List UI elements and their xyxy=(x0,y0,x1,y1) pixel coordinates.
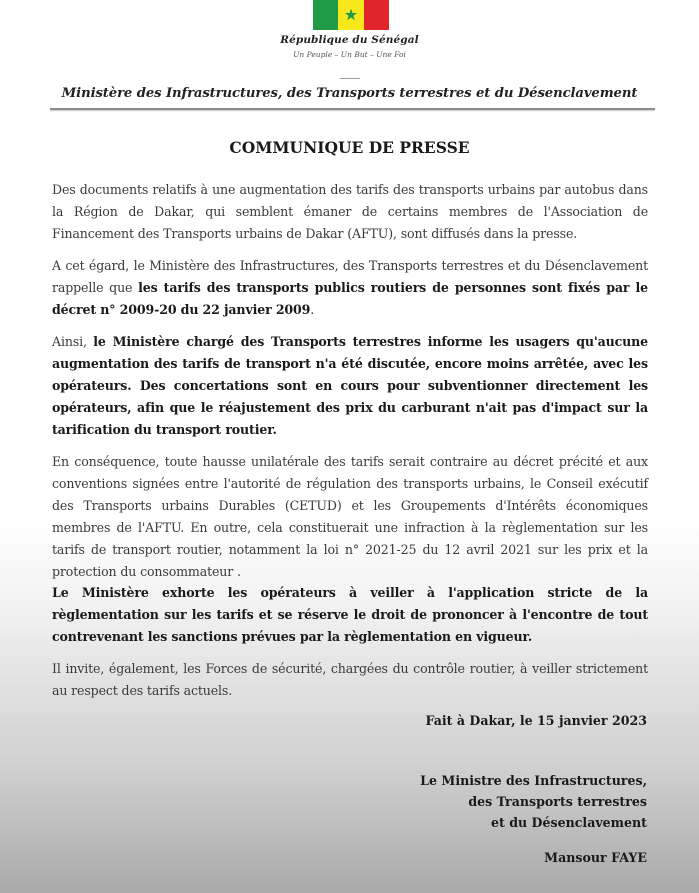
emphasized-text: les tarifs des transports publics routiers de personnes sont fixés par le décret n° 2009-20 du 22 janvier 2009 xyxy=(52,280,649,317)
senegal-flag-icon xyxy=(313,0,389,30)
flag-band-yellow xyxy=(338,0,363,30)
star-icon xyxy=(344,8,358,22)
document-title: COMMUNIQUE DE PRESSE xyxy=(229,138,470,157)
header-divider xyxy=(50,108,655,110)
emphasized-text: le Ministère chargé des Transports terrestres informe les usagers qu'aucune augmentation des tarifs de transport n'a été discutée, encore moins arrêtée, avec les opérateurs. Des concertations sont en cours pour subventionner directement les opérateurs, afin que le réajustement des prix du carburant n'ait pas d'impact sur la tarification du transport routier. xyxy=(52,334,648,437)
body-text: En conséquence, toute hausse unilatérale des tarifs serait contraire au décret précité et aux conventions signées entre l'autorité de régulation des transports urbains, le Conseil exécutif des Transports urbains Durables (CETUD) et les Groupements d'Intérêts économiques membres de l'AFTU. En outre, cela constituerait une infraction à la règlementation sur les tarifs de transport routier, notamment la loi n° 2021-25 du 12 avril 2021 sur les prix et la protection du consommateur . xyxy=(52,454,648,579)
body-text: Ainsi, xyxy=(52,334,94,349)
republic-name: République du Sénégal xyxy=(280,34,419,46)
signatory-name: Mansour FAYE xyxy=(544,850,647,865)
emphasized-text: Le Ministère exhorte les opérateurs à veiller à l'application stricte de la règlementation sur les tarifs et se réserve le droit de prononcer à l'encontre de tout contrevenant les sanctions prévues par la règlementation en vigueur. xyxy=(52,585,648,644)
date-line: Fait à Dakar, le 15 janvier 2023 xyxy=(425,713,647,728)
signatory-title-line: des Transports terrestres xyxy=(468,794,647,809)
national-motto: Un Peuple – Un But – Une Foi xyxy=(293,50,406,59)
flag-band-green xyxy=(313,0,338,30)
body-text: . xyxy=(310,302,315,317)
paragraph-5 xyxy=(52,582,648,648)
paragraph-1 xyxy=(52,179,648,245)
ministry-header: Ministère des Infrastructures, des Transports terrestres et du Désenclavement xyxy=(61,86,638,101)
body-text: A cet égard, le Ministère des Infrastructures, des Transports terrestres et du Désenclavement rappelle que xyxy=(52,258,648,295)
signatory-title-line: Le Ministre des Infrastructures, xyxy=(420,773,647,788)
emblem-divider xyxy=(340,78,360,79)
body-text: Il invite, également, les Forces de sécurité, chargées du contrôle routier, à veiller strictement au respect des tarifs actuels. xyxy=(52,661,648,698)
paragraph-4 xyxy=(52,451,648,583)
signatory-title-line: et du Désenclavement xyxy=(490,815,647,830)
paragraph-3 xyxy=(52,331,648,441)
body-text: Des documents relatifs à une augmentation des tarifs des transports urbains par autobus dans la Région de Dakar, qui semblent émaner de certains membres de l'Association de Financement des Transports urbains de Dakar (AFTU), sont diffusés dans la presse. xyxy=(52,182,648,241)
paragraph-2 xyxy=(52,255,648,321)
flag-band-red xyxy=(364,0,389,30)
paragraph-6 xyxy=(52,658,648,702)
signatory-title xyxy=(420,770,647,833)
